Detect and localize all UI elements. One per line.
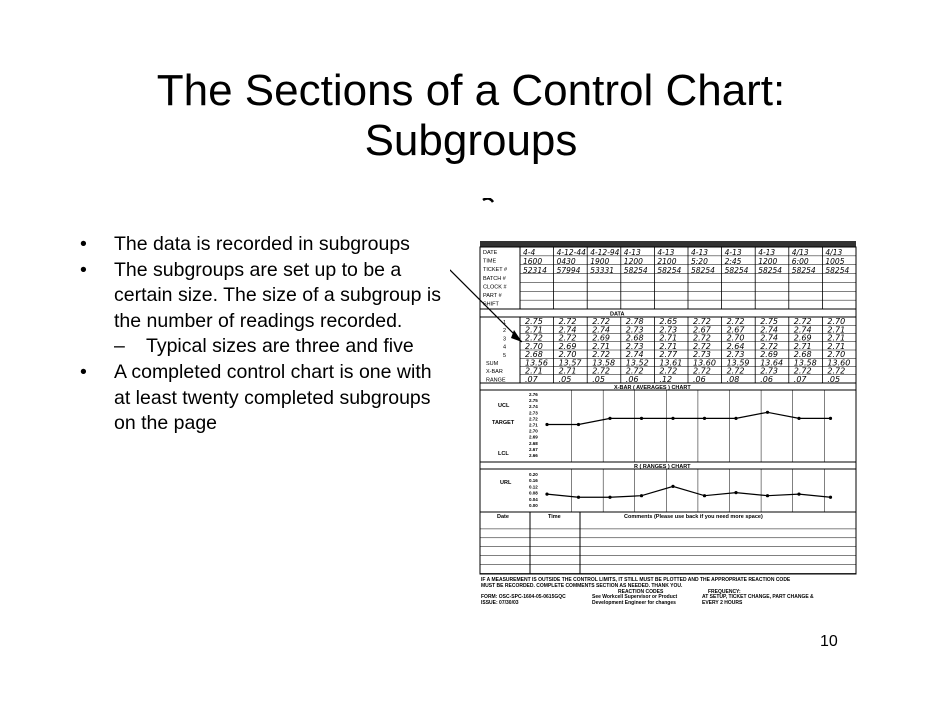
handwritten-time: 2100 <box>657 257 677 266</box>
reading-value: 2.70 <box>558 350 577 359</box>
bullet-list <box>80 232 450 437</box>
handwritten-date: 4-13 <box>657 248 675 257</box>
r-tick-label: 0.00 <box>529 503 538 508</box>
range-point <box>671 485 674 488</box>
xbar-point <box>766 411 769 414</box>
sum-value: 13.52 <box>625 358 649 368</box>
reading-value: 2.74 <box>760 333 779 343</box>
xbar-point <box>545 423 548 426</box>
reading-value: 2.72 <box>592 317 611 326</box>
reading-value: 2.74 <box>592 325 611 335</box>
reading-value: 2.71 <box>827 333 846 343</box>
xbar-tick-label: 2.71 <box>529 422 538 428</box>
xbar-tick-label: 2.75 <box>529 398 538 404</box>
xbar-value: 2.72 <box>726 366 745 376</box>
range-point <box>734 491 737 494</box>
reading-value: 2.73 <box>659 325 678 335</box>
xbar-value: 2.72 <box>693 366 711 376</box>
handwritten-ticket: 58254 <box>791 266 816 275</box>
header-row-label: TICKET # <box>483 267 508 274</box>
xbar-point <box>640 417 643 420</box>
handwritten-time: 1900 <box>590 257 610 266</box>
xbar-point <box>703 417 706 420</box>
reading-value: 2.75 <box>760 317 779 326</box>
data-row-label: 1 <box>503 320 507 326</box>
range-point <box>829 496 832 499</box>
xbar-tick-label: 2.67 <box>529 446 538 452</box>
url-label: URL <box>500 480 512 486</box>
comments-date-header: Date <box>497 514 509 520</box>
xbar-point <box>797 417 800 420</box>
xbar-chart <box>480 383 856 462</box>
handwritten-ticket: 58254 <box>623 266 648 275</box>
reading-value: 2.72 <box>558 333 577 343</box>
data-row-label: 5 <box>503 352 507 359</box>
handwritten-time: 1600 <box>523 257 543 266</box>
xbar-point <box>734 417 737 420</box>
sum-value: 13.59 <box>726 358 750 368</box>
range-point <box>577 496 580 499</box>
sum-value: 13.60 <box>827 358 851 368</box>
r-chart-title: R ( RANGES ) CHART <box>634 464 691 470</box>
handwritten-time: 5:20 <box>691 257 708 266</box>
handwritten-ticket: 58254 <box>724 266 749 275</box>
handwritten-date: 4-12-44 <box>556 248 586 257</box>
handwritten-ticket: 53331 <box>590 266 615 275</box>
bullet-text: The subgroups are set up to be a certain size. The size of a subgroup is the number of readings recorded. <box>114 258 441 332</box>
range-point <box>703 494 706 497</box>
control-chart-form-image <box>450 198 860 618</box>
sub-bullet-marker: – <box>114 335 125 358</box>
data-row-label: RANGE <box>486 377 506 384</box>
r-tick-label: 0.12 <box>529 484 538 490</box>
header-row-label: BATCH # <box>483 275 506 282</box>
xbar-value: 2.71 <box>558 366 577 376</box>
reading-value: 2.74 <box>760 325 779 335</box>
handwritten-date: 4-4 <box>523 248 536 257</box>
range-chart <box>480 462 856 512</box>
reading-value: 2.64 <box>726 341 745 351</box>
range-value: .05 <box>827 374 841 384</box>
range-point <box>640 494 643 497</box>
r-tick-label: 0.16 <box>529 478 538 484</box>
r-tick-label: 0.20 <box>529 472 538 477</box>
handwritten-ticket: 57994 <box>556 266 581 275</box>
bullet-text: A completed control chart is one with at least twenty completed subgroups on the page <box>114 360 432 435</box>
range-value: .07 <box>793 374 807 384</box>
reading-value: 2.71 <box>827 341 846 351</box>
range-value: .05 <box>592 374 605 384</box>
data-table <box>480 309 856 384</box>
reaction-codes: REACTION CODES <box>618 589 664 595</box>
reading-value: 2.72 <box>726 317 745 326</box>
xbar-tick-label: 2.66 <box>529 453 538 458</box>
xbar-point <box>608 417 611 420</box>
title-line-1: The Sections of a Control Chart: <box>156 66 786 115</box>
sum-value: 13.56 <box>525 358 548 368</box>
xbar-value: 2.72 <box>827 366 846 376</box>
title-line-2: Subgroups <box>364 116 578 165</box>
comments-section <box>480 512 856 574</box>
xbar-point <box>829 417 832 420</box>
reading-value: 2.68 <box>625 333 644 343</box>
reading-value: 2.75 <box>525 317 543 326</box>
reading-value: 2.69 <box>793 333 812 343</box>
range-value: .06 <box>760 374 773 384</box>
handwritten-time: 0430 <box>556 257 576 266</box>
reading-value: 2.72 <box>558 317 577 326</box>
range-point <box>797 493 800 496</box>
reading-value: 2.74 <box>793 325 812 335</box>
frequency-label: FREQUENCY: <box>708 589 741 595</box>
reading-value: 2.72 <box>693 341 711 351</box>
bullet-item <box>80 360 450 437</box>
reading-value: 2.72 <box>693 317 711 326</box>
xbar-value: 2.73 <box>760 366 779 376</box>
reading-value: 2.72 <box>592 350 611 359</box>
xbar-value: 2.72 <box>625 366 644 376</box>
bullet-item <box>80 258 450 335</box>
data-row-label: 3 <box>503 336 507 343</box>
range-point <box>766 494 769 497</box>
handwritten-time: 2:45 <box>724 257 742 266</box>
sub-bullet-text: Typical sizes are three and five <box>146 335 414 358</box>
reading-value: 2.70 <box>827 350 846 359</box>
footer-line-1: IF A MEASUREMENT IS OUTSIDE THE CONTROL LIMITS, IT STILL MUST BE PLOTTED AND THE APPROPRIATE REACTION CODE <box>481 577 791 583</box>
xbar-tick-label: 2.76 <box>529 392 538 397</box>
xbar-chart-title: X-BAR ( AVERAGES ) CHART <box>614 385 691 391</box>
reading-value: 2.78 <box>625 317 644 326</box>
page-number: 10 <box>820 633 838 650</box>
xbar-tick-label: 2.72 <box>529 416 538 422</box>
every-hours: EVERY 2 HOURS <box>702 600 743 606</box>
handwritten-ticket: 58254 <box>657 266 682 275</box>
range-value: .06 <box>693 374 706 384</box>
handwritten-ticket: 58254 <box>691 266 715 275</box>
reading-value: 2.72 <box>793 317 812 326</box>
sum-value: 13.64 <box>760 358 784 368</box>
xbar-tick-label: 2.70 <box>529 428 538 434</box>
handwritten-time: 1005 <box>825 257 845 266</box>
footer-line-2: MUST BE RECORDED. COMPLETE COMMENTS SECTION AS NEEDED. THANK YOU. <box>481 583 683 589</box>
header-row-label: PART # <box>483 293 502 299</box>
form-header-table <box>480 241 856 309</box>
bullet-marker: • <box>80 360 87 383</box>
reading-value: 2.73 <box>625 341 644 351</box>
r-tick-label: 0.08 <box>529 490 538 496</box>
slide-title <box>60 66 882 166</box>
reading-value: 2.72 <box>760 341 779 351</box>
reading-value: 2.67 <box>693 325 711 335</box>
header-row-label: SHIFT <box>483 301 499 308</box>
reading-value: 2.74 <box>625 350 644 359</box>
reading-value: 2.71 <box>592 341 611 351</box>
header-row-label: TIME <box>483 258 497 265</box>
range-value: .05 <box>558 374 572 384</box>
xbar-value: 2.72 <box>659 366 678 376</box>
bullet-text: The data is recorded in subgroups <box>114 233 410 255</box>
data-header: DATA <box>610 311 625 318</box>
reading-value: 2.73 <box>625 325 644 335</box>
comments-header: Comments (Please use back if you need more space) <box>624 514 763 520</box>
xbar-tick-label: 2.69 <box>529 434 538 440</box>
ucl-label: UCL <box>498 403 510 409</box>
reading-value: 2.70 <box>726 333 745 343</box>
handwritten-ticket: 52314 <box>523 266 547 275</box>
data-row-label: X-BAR <box>486 369 503 376</box>
sub-bullet-item <box>80 334 450 360</box>
comments-time-header: Time <box>548 514 561 520</box>
bullet-marker: • <box>80 233 87 255</box>
reading-value: 2.67 <box>726 325 745 335</box>
handwritten-time: 1200 <box>758 257 778 266</box>
xbar-series-line <box>547 412 831 424</box>
reading-value: 2.70 <box>525 341 543 351</box>
header-row-label: CLOCK # <box>483 284 507 291</box>
range-series-line <box>547 486 831 497</box>
handwritten-time: 1200 <box>623 257 643 266</box>
handwritten-ticket: 58254 <box>758 266 783 275</box>
reading-value: 2.72 <box>693 333 711 343</box>
range-point <box>608 496 611 499</box>
sum-value: 13.60 <box>693 358 716 368</box>
target-label: TARGET <box>492 420 515 426</box>
lcl-label: LCL <box>498 451 509 457</box>
data-row-label: 2 <box>503 328 507 335</box>
range-value: .07 <box>525 374 538 384</box>
reading-value: 2.77 <box>659 350 678 359</box>
reading-value: 2.69 <box>760 350 779 359</box>
reading-value: 2.74 <box>558 325 577 335</box>
form-id: FORM: OSC-SPC-1604-05-0615GQC <box>481 594 566 600</box>
xbar-point <box>577 423 580 426</box>
reading-value: 2.65 <box>659 317 678 326</box>
data-row-label: SUM <box>486 361 499 367</box>
header-row-label: DATE <box>483 250 498 256</box>
range-value: .06 <box>625 374 639 384</box>
handwritten-date: 4-12-94 <box>590 248 620 257</box>
reading-value: 2.69 <box>592 333 611 343</box>
reading-value: 2.73 <box>726 350 745 359</box>
bullet-item <box>80 232 450 258</box>
sum-value: 13.58 <box>592 358 616 368</box>
handwritten-date: 4-13 <box>623 248 641 257</box>
reading-value: 2.71 <box>827 325 846 335</box>
reading-value: 2.71 <box>659 341 678 351</box>
reading-value: 2.69 <box>558 341 577 351</box>
reading-value: 2.71 <box>525 325 543 335</box>
xbar-value: 2.72 <box>793 366 812 376</box>
see-workcell: See Workcell Supervisor or Product <box>592 594 678 600</box>
dev-engineer: Development Engineer for changes <box>592 600 676 606</box>
r-tick-label: 0.04 <box>529 496 538 502</box>
handwritten-date: 4/13 <box>825 248 843 257</box>
reading-value: 2.71 <box>659 333 678 343</box>
range-value: .08 <box>726 374 740 384</box>
handwritten-time: 6:00 <box>791 257 809 266</box>
xbar-tick-label: 2.68 <box>529 440 538 446</box>
handwritten-date: 4-13 <box>724 248 742 257</box>
issue-date: ISSUE: 07/30/03 <box>481 600 519 606</box>
reading-value: 2.71 <box>793 341 812 351</box>
form-footer <box>481 577 814 606</box>
handwritten-ticket: 58254 <box>825 266 850 275</box>
setup-frequency: AT SETUP, TICKET CHANGE, PART CHANGE & <box>702 594 814 600</box>
handwritten-date: 4-13 <box>691 248 709 257</box>
reading-value: 2.73 <box>693 350 711 359</box>
xbar-value: 2.72 <box>592 366 611 376</box>
range-value: .12 <box>659 374 673 384</box>
xbar-point <box>671 417 674 420</box>
bullet-marker: • <box>80 258 87 281</box>
xbar-value: 2.71 <box>525 366 543 376</box>
reading-value: 2.72 <box>525 333 543 343</box>
range-point <box>545 493 548 496</box>
sum-value: 13.61 <box>659 358 683 368</box>
sum-value: 13.57 <box>558 358 582 368</box>
handwritten-date: 4-13 <box>758 248 776 257</box>
data-row-label: 4 <box>503 344 507 351</box>
reading-value: 2.68 <box>525 350 543 359</box>
sum-value: 13.58 <box>793 358 817 368</box>
xbar-tick-label: 2.73 <box>529 410 538 416</box>
handwritten-date: 4/13 <box>791 248 809 257</box>
reading-value: 2.70 <box>827 317 846 326</box>
reading-value: 2.68 <box>793 350 812 359</box>
xbar-tick-label: 2.74 <box>529 404 538 410</box>
